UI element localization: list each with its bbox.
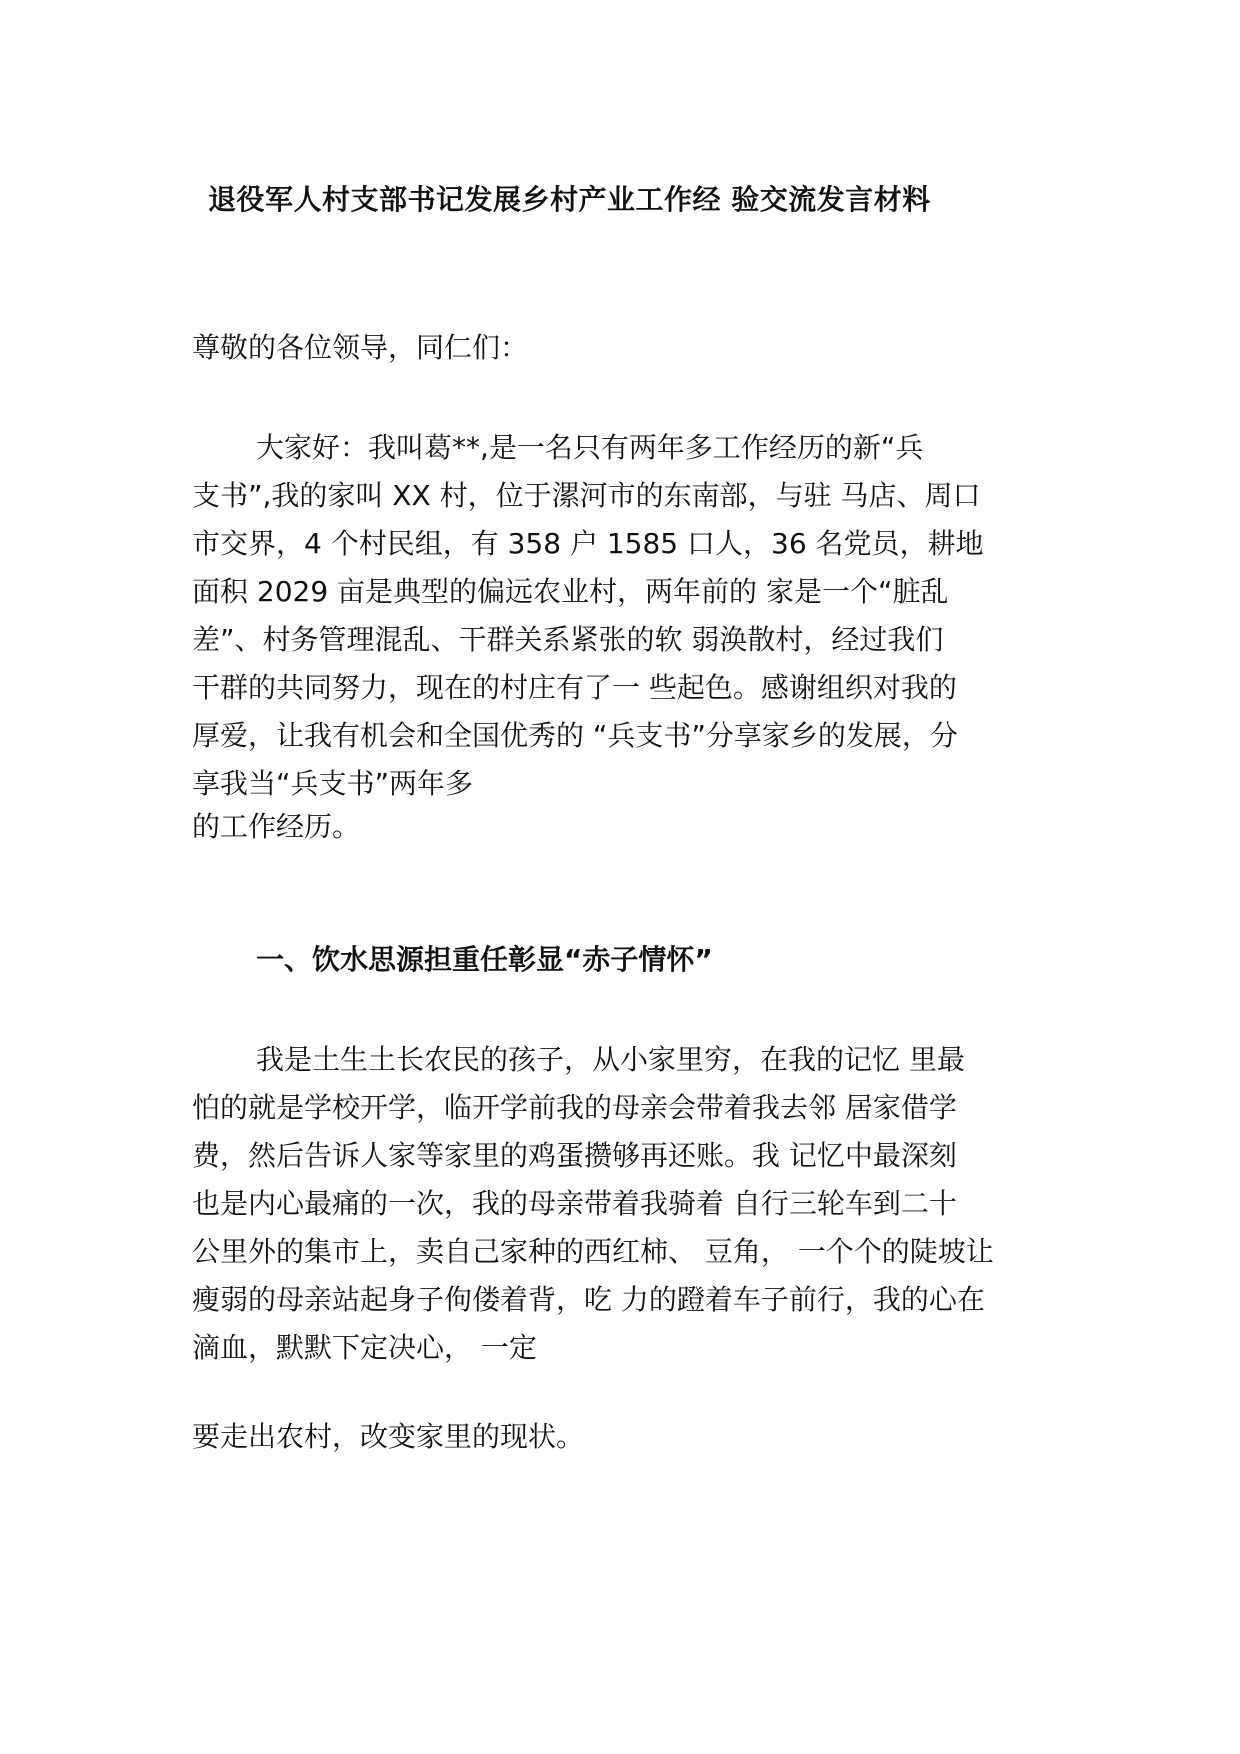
- paragraph-line: 大家好：我叫葛**,是一名只有两年多工作经历的新“兵: [256, 431, 924, 464]
- paragraph-line: 面积 2029 亩是典型的偏远农业村，两年前的 家是一个“脏乱: [192, 575, 949, 608]
- paragraph-tail: 的工作经历。: [192, 810, 361, 843]
- section-heading: 一、饮水思源担重任彰显“赤子情怀”: [256, 943, 713, 976]
- paragraph-line: 公里外的集市上，卖自己家种的西红柿、 豆角， 一个个的陡坡让: [192, 1235, 994, 1268]
- paragraph-line: 享我当“兵支书”两年多: [192, 767, 474, 800]
- paragraph-line: 市交界，4 个村民组，有 358 户 1585 口人，36 名党员，耕地: [192, 527, 984, 560]
- paragraph-tail: 要走出农村，改变家里的现状。: [192, 1420, 585, 1453]
- paragraph-line: 也是内心最痛的一次，我的母亲带着我骑着 自行三轮车到二十: [192, 1187, 957, 1220]
- paragraph-line: 干群的共同努力，现在的村庄有了一 些起色。感谢组织对我的: [192, 671, 957, 704]
- paragraph-line: 滴血，默默下定决心， 一定: [192, 1331, 537, 1364]
- paragraph-intro: [192, 424, 1072, 808]
- document-title: 退役军人村支部书记发展乡村产业工作经 验交流发言材料: [208, 183, 931, 216]
- paragraph-line: 厚爱，让我有机会和全国优秀的 “兵支书”分享家乡的发展，分: [192, 719, 958, 752]
- paragraph-line: 费，然后告诉人家等家里的鸡蛋攒够再还账。我 记忆中最深刻: [192, 1139, 957, 1172]
- paragraph-line: 支书”,我的家叫 XX 村，位于漯河市的东南部，与驻 马店、周口: [192, 479, 981, 512]
- salutation: 尊敬的各位领导，同仁们：: [192, 331, 529, 364]
- paragraph-line: 差”、村务管理混乱、干群关系紧张的软 弱涣散村，经过我们: [192, 623, 944, 656]
- paragraph-line: 我是土生土长农民的孩子，从小家里穷，在我的记忆 里最: [256, 1043, 965, 1076]
- paragraph-memory: [192, 1036, 1072, 1372]
- paragraph-line: 瘦弱的母亲站起身子佝偻着背，吃 力的蹬着车子前行，我的心在: [192, 1283, 985, 1316]
- paragraph-line: 怕的就是学校开学，临开学前我的母亲会带着我去邻 居家借学: [192, 1091, 957, 1124]
